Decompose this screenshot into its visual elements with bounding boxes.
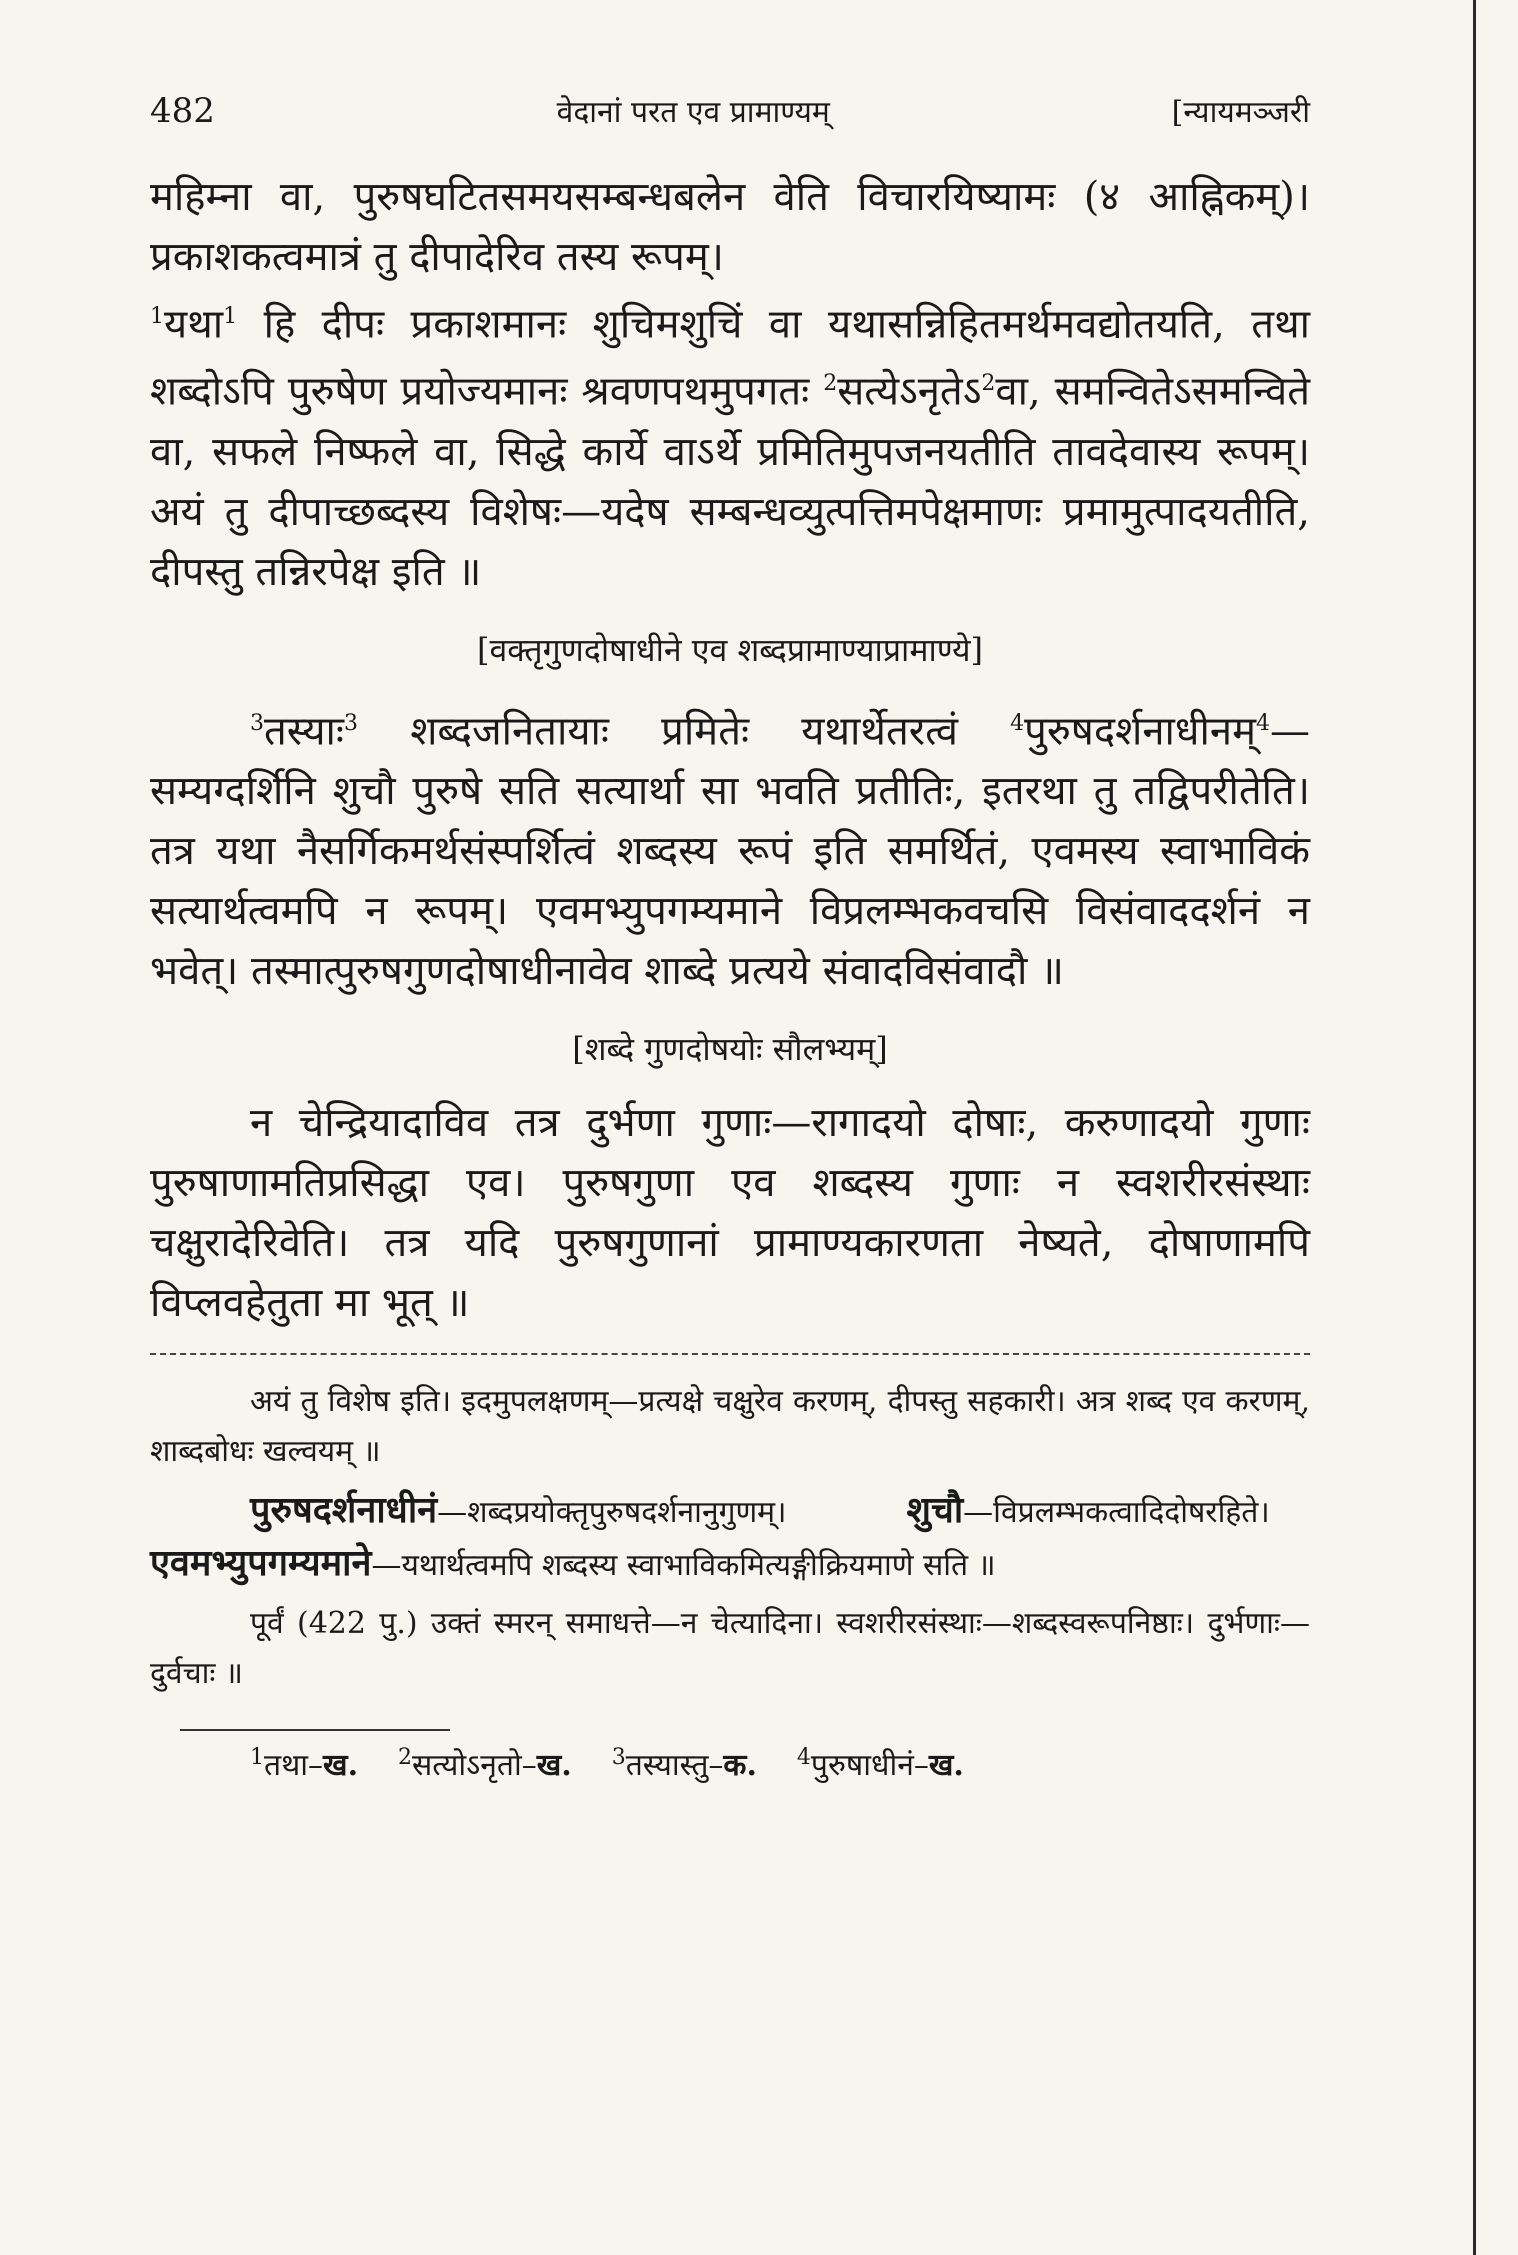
- footnotes: [150, 1743, 1310, 1784]
- footnote: $^4$पुरुषाधीनं–ख.: [796, 1744, 964, 1783]
- page-header: [150, 90, 1310, 131]
- section-heading-2: [शब्दे गुणदोषयोः सौलभ्यम्]: [572, 1029, 888, 1068]
- commentary-3: पूर्वं (422 पु.) उक्तं स्मरन् समाधत्ते—न चेत्यादिना। स्वशरीरसंस्थाः—शब्दस्वरूपनिष्ठाः। दुर्भणाः—दुर्वचाः ॥: [150, 1605, 1310, 1691]
- paragraph-4: न चेन्द्रियादाविव तत्र दुर्भणा गुणाः—रागादयो दोषाः, करुणादयो गुणाः पुरुषाणामतिप्रसिद्धा एव। पुरुषगुणा एव शब्दस्य गुणाः न स्वशरीरसंस्थाः चक्षुरादेरिवेति। तत्र यदि पुरुषगुणानां प्रामाण्यकारणता नेष्यते, दोषाणामपि विप्लवहेतुता मा भूत् ॥: [150, 1099, 1310, 1326]
- running-title: वेदानां परत एव प्रामाण्यम्: [556, 95, 830, 130]
- paragraph-1: महिम्ना वा, पुरुषघटितसमयसम्बन्धबलेन वेति विचारयिष्यामः (४ आह्निकम्)। प्रकाशकत्वमात्रं तु दीपादेरिव तस्य रूपम्।: [150, 174, 1310, 280]
- commentary: [150, 1377, 1310, 1699]
- commentary-2: पुरुषदर्शनाधीनं—शब्दप्रयोक्तृपुरुषदर्शनानुगुणम्। शुचौ—विप्रलम्भकत्वादिदोषरहिते। एवमभ्युपगम्यमाने—यथार्थत्वमपि शब्दस्य स्वाभाविकमित्यङ्गीक्रियमाणे सति ॥: [150, 1488, 1270, 1584]
- page-edge-line: [1473, 0, 1476, 2255]
- book-title: [न्यायमञ्जरी: [1171, 95, 1310, 130]
- main-text: [150, 167, 1310, 1333]
- footnote-divider: [180, 1729, 450, 1731]
- section-heading-1: [वक्तृगुणदोषाधीने एव शब्दप्रामाण्याप्रामाण्ये]: [477, 630, 983, 669]
- paragraph-2: $^1$यथा$^1$ हि दीपः प्रकाशमानः शुचिमशुचिं वा यथासन्निहितमर्थमवद्योतयति, तथा शब्दोऽपि पुरुषेण प्रयोज्यमानः श्रवणपथमुपगतः $^2$सत्येऽनृतेऽ$^2$वा, समन्वितेऽसमन्विते वा, सफले निष्फले वा, सिद्धे कार्ये वाऽर्थे प्रमितिमुपजनयतीति तावदेवास्य रूपम्। अयं तु दीपाच्छब्दस्य विशेषः—यदेष सम्बन्धव्युत्पत्तिमपेक्षमाणः प्रमामुत्पादयतीति, दीपस्तु तन्निरपेक्ष इति ॥: [150, 301, 1310, 595]
- commentary-divider: [150, 1353, 1310, 1355]
- commentary-1: अयं तु विशेष इति। इदमुपलक्षणम्—प्रत्यक्षे चक्षुरेव करणम्, दीपस्तु सहकारी। अत्र शब्द एव करणम्, शाब्दबोधः खल्वयम् ॥: [150, 1383, 1310, 1469]
- footnote: $^2$सत्योऽनृतो–ख.: [398, 1744, 572, 1783]
- footnote: $^1$तथा–ख.: [250, 1744, 359, 1783]
- paragraph-3: $^3$तस्याः$^3$ शब्दजनितायाः प्रमितेः यथार्थेतरत्वं $^4$पुरुषदर्शनाधीनम्$^4$—सम्यग्दर्शिनि शुचौ पुरुषे सति सत्यार्था सा भवति प्रतीतिः, इतरथा तु तद्विपरीतेति। तत्र यथा नैसर्गिकमर्थसंस्पर्शित्वं शब्दस्य रूपं इति समर्थितं, एवमस्य स्वाभाविकं सत्यार्थत्वमपि न रूपम्। एवमभ्युपगम्यमाने विप्रलम्भकवचसि विसंवाददर्शनं न भवेत्। तस्मात्पुरुषगुणदोषाधीनावेव शाब्दे प्रत्यये संवादविसंवादौ ॥: [150, 707, 1310, 994]
- page: [150, 90, 1310, 1784]
- footnote: $^3$तस्यास्तु–क.: [611, 1744, 757, 1783]
- page-number: 482: [150, 91, 215, 131]
